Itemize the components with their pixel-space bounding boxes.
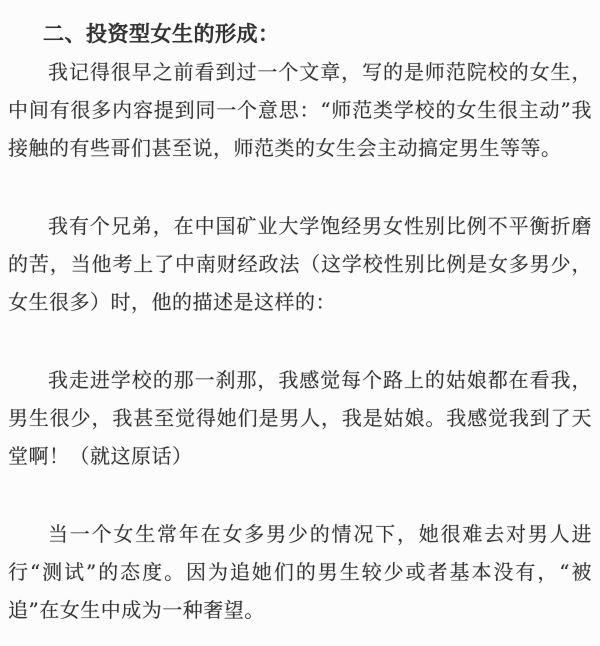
paragraph-brother-university: 我有个兄弟，在中国矿业大学饱经男女性别比例不平衡折磨的苦，当他考上了中南财经政法（这学校性别比例是女多男少，女生很多）时，他的描述是这样的： — [8, 214, 592, 314]
paragraph-teacher-college-girls: 我记得很早之前看到过一个文章，写的是师范院校的女生，中间有很多内容提到同一个意思：“师范类学校的女生很主动”我接触的有些哥们甚至说，师范类的女生会主动搞定男生等等。 — [8, 60, 592, 160]
section-heading: 二、投资型女生的形成： — [43, 21, 280, 46]
paragraph-girls-test-attitude: 当一个女生常年在女多男少的情况下，她很难去对男人进行“测试”的态度。因为追她们的男生较少或者基本没有，“被追”在女生中成为一种奢望。 — [8, 522, 592, 622]
paragraph-arrival-quote: 我走进学校的那一刹那，我感觉每个路上的姑娘都在看我，男生很少，我甚至觉得她们是男人，我是姑娘。我感觉我到了天堂啊！（就这原话） — [8, 368, 592, 468]
